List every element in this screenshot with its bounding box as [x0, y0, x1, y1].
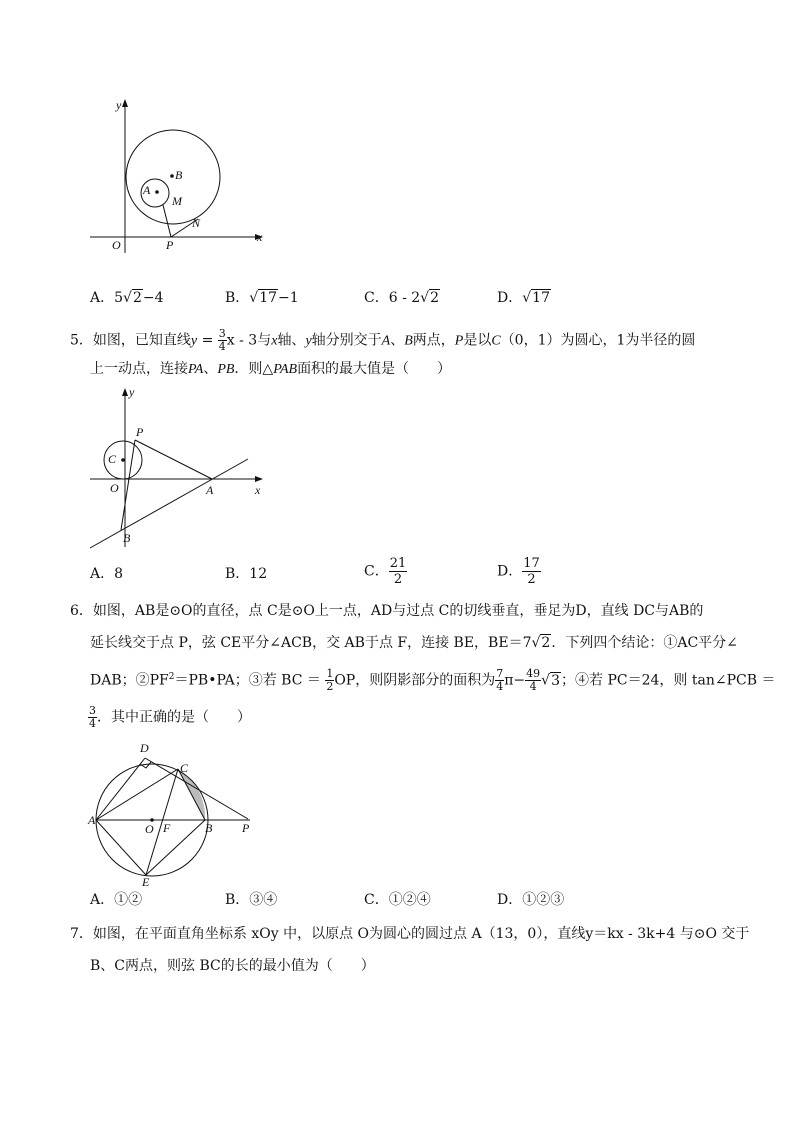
q6-label-C: C: [180, 761, 189, 775]
q6-label-D: D: [140, 741, 149, 755]
q6-label-A: A: [88, 813, 96, 827]
q6-label-F: F: [163, 821, 171, 835]
q6-option-d[interactable]: D．①②③: [497, 892, 565, 908]
q5-option-d[interactable]: D． $\frac{17}{2}$: [497, 556, 540, 587]
q6-option-b[interactable]: B．③④: [225, 892, 278, 908]
q4-option-b[interactable]: B．√17−1: [225, 290, 299, 306]
q4-label-N: N: [192, 216, 201, 230]
q6-label-O: O: [145, 822, 154, 836]
q6-label-P: P: [242, 821, 250, 835]
q5-figure: [85, 382, 275, 552]
q4-label-O: O: [112, 238, 121, 252]
q5-option-b[interactable]: B．12: [225, 566, 268, 582]
q4-figure: [85, 95, 270, 255]
q6-figure: [85, 738, 260, 886]
q5-option-c[interactable]: C． $\frac{21}{2}$: [364, 556, 407, 587]
q4-label-x: x: [257, 230, 263, 244]
q4-option-d[interactable]: D．√17: [497, 290, 550, 306]
q6-stem-line4: $\frac{3}{4}$ ．其中正确的是（ ）: [89, 704, 251, 730]
q6-label-B: B: [205, 821, 213, 835]
q6-label-E: E: [142, 875, 150, 886]
q4-label-A: A: [143, 183, 151, 197]
q5-label-O: O: [110, 481, 119, 495]
q4-option-c[interactable]: C．6 - 2√2: [364, 290, 440, 306]
q4-label-P: P: [166, 238, 174, 252]
q7-stem-line1: 7．如图，在平面直角坐标系 xOy 中，以原点 O为圆心的圆过点 A（13，0），直线y＝kx - 3k+4 与⊙O 交于: [70, 926, 750, 942]
q5-line-ab: [90, 459, 248, 548]
q5-stem-line1: 5．如图，已知直线y = $\frac{3}{4}$ x - 3与x轴、y轴分别交于A、B两点，P是以C（0，1）为圆心，1为半径的圆: [70, 327, 696, 353]
q4-option-a[interactable]: A．5√2−4: [90, 290, 164, 306]
q6-stem-line3: DAB；$②PF^2=PB•PA$；③若 BC ＝ $\frac{1}{2}$ OP，则阴影部分的面积为 $\frac{7}{4}$ π− $\frac{49}{4}$ √3；④若 PC＝24，则 tan∠PCB ＝: [90, 667, 776, 693]
q5-option-a[interactable]: A．8: [90, 566, 124, 582]
q4-label-M: M: [172, 194, 182, 208]
q4-label-B: B: [175, 168, 183, 182]
q4-label-y: y: [116, 98, 122, 112]
q5-label-P: P: [136, 425, 144, 439]
q6-stem-line1: 6．如图，AB是⊙O的直径，点 C是⊙O上一点，AD与过点 C的切线垂直，垂足为D，直线 DC与AB的: [70, 603, 704, 619]
q5-label-A: A: [206, 483, 214, 497]
q5-stem-line2: 上一动点，连接PA、PB．则△PAB面积的最大值是（ ）: [90, 361, 452, 377]
q5-label-x: x: [255, 483, 261, 497]
q6-option-c[interactable]: C．①②④: [364, 892, 431, 908]
q5-label-B: B: [123, 531, 131, 545]
q6-stem-line2: 延长线交于点 P，弦 CE平分∠ACB，交 AB于点 F，连接 BE，BE＝7√2．下列四个结论：①AC平分∠: [90, 635, 738, 651]
q6-option-a[interactable]: A．①②: [90, 892, 143, 908]
q5-label-y: y: [129, 385, 135, 399]
q7-stem-line2: B、C两点，则弦 BC的长的最小值为（ ）: [90, 958, 375, 974]
q5-label-C: C: [108, 452, 117, 466]
